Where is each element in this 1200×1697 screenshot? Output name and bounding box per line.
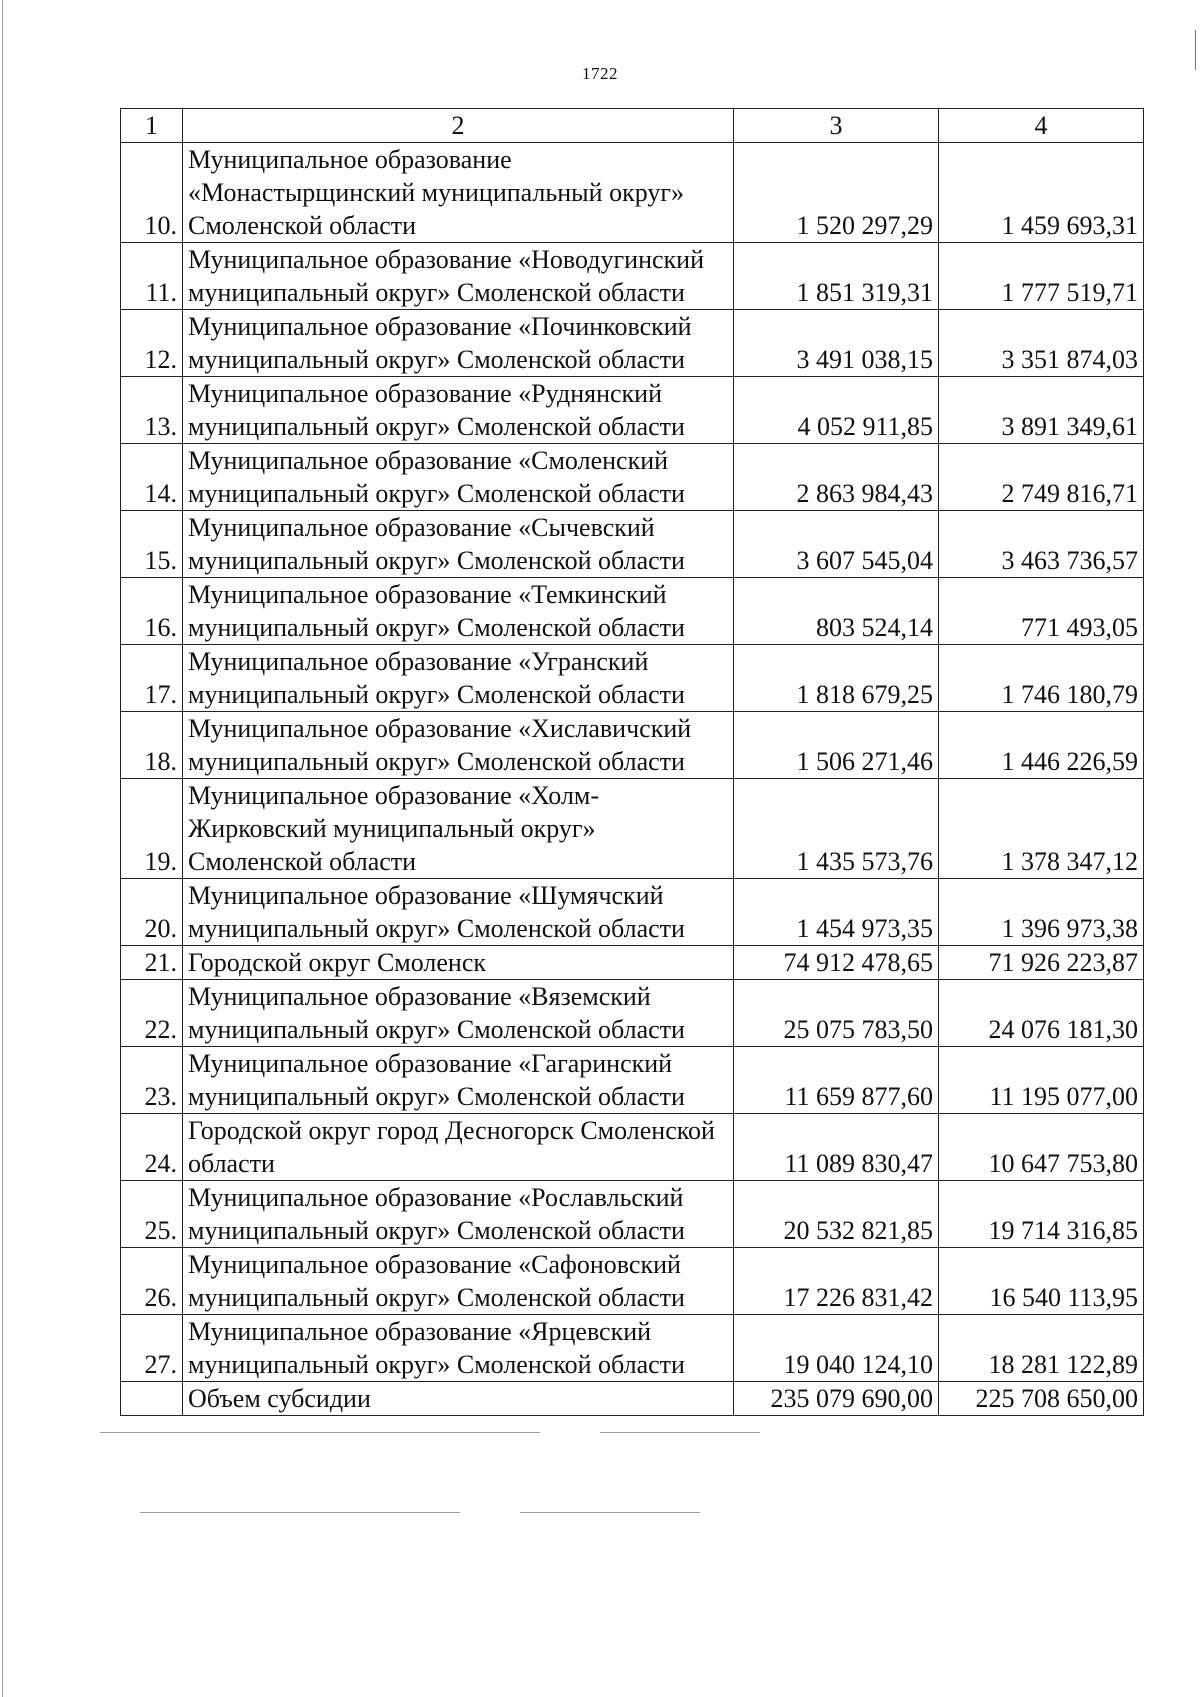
municipality-name: Муниципальное образование «Руднянский муниципальный округ» Смоленской области [183, 377, 734, 444]
table-row [121, 243, 1144, 310]
value-col-4: 771 493,05 [939, 578, 1144, 645]
table-row [121, 946, 1144, 980]
table-row [121, 578, 1144, 645]
value-col-4: 3 891 349,61 [939, 377, 1144, 444]
row-number: 12. [121, 310, 183, 377]
municipality-name: Муниципальное образование «Гагаринский муниципальный округ» Смоленской области [183, 1047, 734, 1114]
value-col-3: 803 524,14 [734, 578, 939, 645]
row-number: 14. [121, 444, 183, 511]
table-row [121, 310, 1144, 377]
value-col-4: 1 446 226,59 [939, 712, 1144, 779]
value-col-3: 2 863 984,43 [734, 444, 939, 511]
value-col-3: 1 454 973,35 [734, 879, 939, 946]
municipality-name: Муниципальное образование «Смоленский муниципальный округ» Смоленской области [183, 444, 734, 511]
table-row [121, 143, 1144, 243]
value-col-3: 11 089 830,47 [734, 1114, 939, 1181]
header-col-4: 4 [939, 109, 1144, 143]
scan-artifact [600, 1432, 760, 1433]
value-col-4: 16 540 113,95 [939, 1248, 1144, 1315]
table-row [121, 377, 1144, 444]
value-col-3: 1 818 679,25 [734, 645, 939, 712]
row-number: 18. [121, 712, 183, 779]
row-number: 20. [121, 879, 183, 946]
value-col-4: 24 076 181,30 [939, 980, 1144, 1047]
row-number: 17. [121, 645, 183, 712]
municipality-name: Муниципальное образование «Вяземский муниципальный округ» Смоленской области [183, 980, 734, 1047]
municipality-name: Городской округ город Десногорск Смоленской области [183, 1114, 734, 1181]
row-number: 25. [121, 1181, 183, 1248]
value-col-4: 3 463 736,57 [939, 511, 1144, 578]
value-col-3: 1 520 297,29 [734, 143, 939, 243]
value-col-4: 71 926 223,87 [939, 946, 1144, 980]
municipality-name: Муниципальное образование «Хиславичский муниципальный округ» Смоленской области [183, 712, 734, 779]
value-col-4: 1 777 519,71 [939, 243, 1144, 310]
municipality-name: Муниципальное образование «Ярцевский муниципальный округ» Смоленской области [183, 1315, 734, 1382]
table-row [121, 1181, 1144, 1248]
subsidy-table [120, 108, 1144, 1416]
table-row [121, 444, 1144, 511]
value-col-4: 1 746 180,79 [939, 645, 1144, 712]
table-row [121, 712, 1144, 779]
value-col-4: 19 714 316,85 [939, 1181, 1144, 1248]
value-col-3: 19 040 124,10 [734, 1315, 939, 1382]
table-row [121, 1315, 1144, 1382]
total-value-col-3: 235 079 690,00 [734, 1382, 939, 1416]
value-col-4: 2 749 816,71 [939, 444, 1144, 511]
value-col-3: 1 506 271,46 [734, 712, 939, 779]
row-number: 11. [121, 243, 183, 310]
value-col-4: 10 647 753,80 [939, 1114, 1144, 1181]
row-number: 10. [121, 143, 183, 243]
scan-artifact [140, 1512, 460, 1513]
value-col-4: 1 396 973,38 [939, 879, 1144, 946]
row-number: 21. [121, 946, 183, 980]
municipality-name: Муниципальное образование «Угранский муниципальный округ» Смоленской области [183, 645, 734, 712]
total-row [121, 1382, 1144, 1416]
municipality-name: Муниципальное образование «Холм-Жирковский муниципальный округ» Смоленской области [183, 779, 734, 879]
value-col-3: 17 226 831,42 [734, 1248, 939, 1315]
header-col-2: 2 [183, 109, 734, 143]
table-row [121, 779, 1144, 879]
municipality-name: Муниципальное образование «Сычевский муниципальный округ» Смоленской области [183, 511, 734, 578]
scan-artifact [520, 1512, 700, 1513]
municipality-name: Муниципальное образование «Шумячский муниципальный округ» Смоленской области [183, 879, 734, 946]
row-number: 15. [121, 511, 183, 578]
total-value-col-4: 225 708 650,00 [939, 1382, 1144, 1416]
header-col-3: 3 [734, 109, 939, 143]
municipality-name: Муниципальное образование «Монастырщинский муниципальный округ» Смоленской области [183, 143, 734, 243]
row-number: 16. [121, 578, 183, 645]
row-number: 23. [121, 1047, 183, 1114]
municipality-name: Муниципальное образование «Новодугинский муниципальный округ» Смоленской области [183, 243, 734, 310]
value-col-3: 1 851 319,31 [734, 243, 939, 310]
value-col-3: 11 659 877,60 [734, 1047, 939, 1114]
value-col-3: 25 075 783,50 [734, 980, 939, 1047]
scan-edge-left [2, 0, 3, 1697]
value-col-4: 18 281 122,89 [939, 1315, 1144, 1382]
value-col-4: 3 351 874,03 [939, 310, 1144, 377]
municipality-name: Муниципальное образование «Темкинский муниципальный округ» Смоленской области [183, 578, 734, 645]
total-num-cell [121, 1382, 183, 1416]
table-header-row [121, 109, 1144, 143]
municipality-name: Городской округ Смоленск [183, 946, 734, 980]
row-number: 24. [121, 1114, 183, 1181]
table-row [121, 879, 1144, 946]
row-number: 27. [121, 1315, 183, 1382]
value-col-4: 1 459 693,31 [939, 143, 1144, 243]
value-col-4: 11 195 077,00 [939, 1047, 1144, 1114]
value-col-3: 74 912 478,65 [734, 946, 939, 980]
scan-artifact [100, 1432, 540, 1433]
value-col-3: 1 435 573,76 [734, 779, 939, 879]
row-number: 19. [121, 779, 183, 879]
table-row [121, 511, 1144, 578]
municipality-name: Муниципальное образование «Починковский муниципальный округ» Смоленской области [183, 310, 734, 377]
row-number: 13. [121, 377, 183, 444]
municipality-name: Муниципальное образование «Сафоновский муниципальный округ» Смоленской области [183, 1248, 734, 1315]
total-label: Объем субсидии [183, 1382, 734, 1416]
table-row [121, 1047, 1144, 1114]
row-number: 22. [121, 980, 183, 1047]
table-body [121, 143, 1144, 1382]
value-col-3: 3 607 545,04 [734, 511, 939, 578]
table-row [121, 645, 1144, 712]
table-row [121, 1114, 1144, 1181]
table-row [121, 980, 1144, 1047]
value-col-3: 4 052 911,85 [734, 377, 939, 444]
page-number: 1722 [582, 64, 618, 83]
value-col-4: 1 378 347,12 [939, 779, 1144, 879]
municipality-name: Муниципальное образование «Рославльский муниципальный округ» Смоленской области [183, 1181, 734, 1248]
value-col-3: 3 491 038,15 [734, 310, 939, 377]
row-number: 26. [121, 1248, 183, 1315]
table-row [121, 1248, 1144, 1315]
header-col-1: 1 [121, 109, 183, 143]
value-col-3: 20 532 821,85 [734, 1181, 939, 1248]
